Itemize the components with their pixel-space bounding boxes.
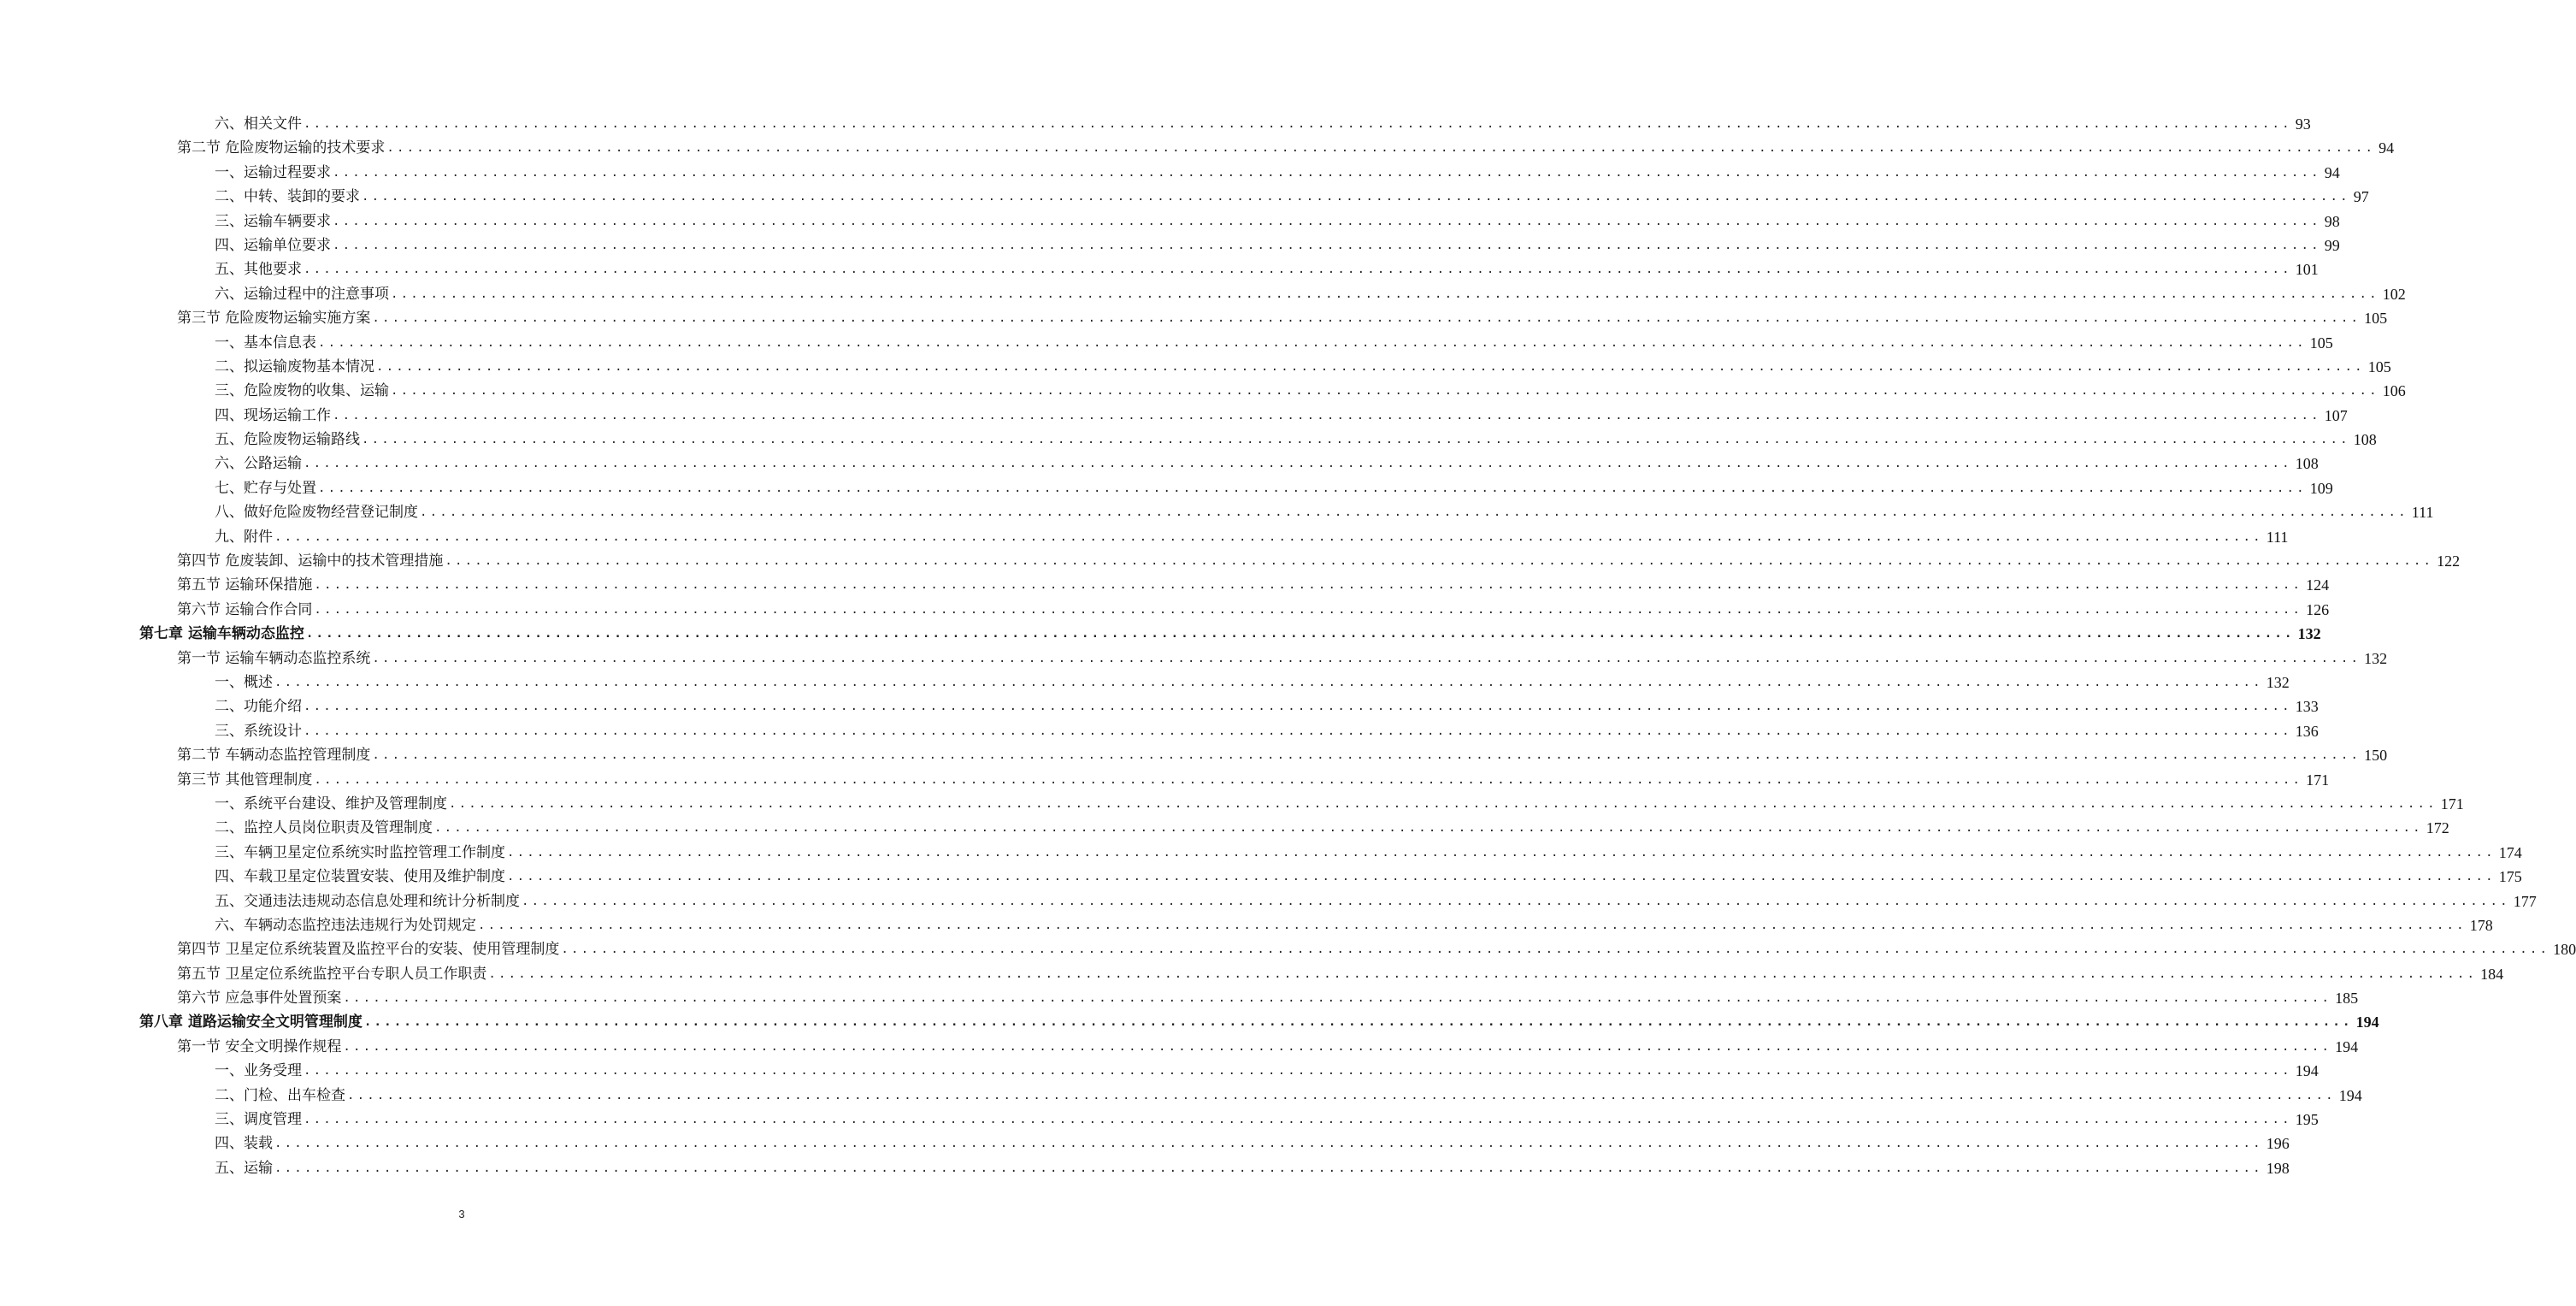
toc-entry-title: 二、功能介绍 xyxy=(215,698,302,716)
toc-subsection-entry[interactable] xyxy=(0,913,2493,937)
toc-entry-title: 七、贮存与处置 xyxy=(215,479,316,497)
toc-subsection-entry[interactable] xyxy=(0,161,2340,185)
toc-entry-title: 五、交通违法违规动态信息处理和统计分析制度 xyxy=(215,892,520,910)
toc-entry-page-number: 133 xyxy=(2295,698,2319,716)
toc-entry-page-number: 171 xyxy=(2306,771,2330,789)
toc-entry-page-number: 94 xyxy=(2379,139,2395,157)
toc-entry-page-number: 177 xyxy=(2513,892,2537,910)
toc-entry-title: 二、监控人员岗位职责及管理制度 xyxy=(215,819,433,837)
toc-entry-page-number: 97 xyxy=(2353,188,2369,206)
toc-entry-page-number: 99 xyxy=(2324,236,2340,254)
toc-subsection-entry[interactable] xyxy=(0,1156,2290,1180)
toc-entry-title: 二、门检、出车检查 xyxy=(215,1086,345,1104)
toc-entry-title: 一、基本信息表 xyxy=(215,334,316,352)
toc-subsection-entry[interactable] xyxy=(0,525,2289,549)
toc-entry-title: 六、运输过程中的注意事项 xyxy=(215,285,389,303)
toc-dot-leader: ........................................................................................................................................................................................................ xyxy=(362,433,2350,447)
toc-section-entry[interactable] xyxy=(0,573,2330,597)
toc-entry-page-number: 184 xyxy=(2480,965,2504,983)
toc-dot-leader: ........................................................................................................................................................................................................ xyxy=(347,1088,2336,1102)
toc-entry-title: 第三节 其他管理制度 xyxy=(177,771,313,789)
toc-entry-title: 第一节 运输车辆动态监控系统 xyxy=(177,649,371,667)
toc-subsection-entry[interactable] xyxy=(0,331,2333,355)
toc-entry-page-number: 107 xyxy=(2324,406,2348,424)
toc-entry-page-number: 132 xyxy=(2266,673,2290,691)
toc-dot-leader: ........................................................................................................................................................................................................ xyxy=(391,287,2379,301)
toc-entry-page-number: 106 xyxy=(2382,382,2406,400)
toc-subsection-entry[interactable] xyxy=(0,1132,2290,1155)
toc-entry-page-number: 122 xyxy=(2437,553,2461,570)
toc-entry-title: 四、运输单位要求 xyxy=(215,236,331,254)
toc-entry-page-number: 194 xyxy=(2295,1062,2319,1080)
toc-dot-leader: ........................................................................................................................................................................................................ xyxy=(304,1113,2292,1127)
toc-dot-leader: ........................................................................................................................................................................................................ xyxy=(362,190,2350,204)
toc-entry-title: 三、系统设计 xyxy=(215,722,302,740)
toc-dot-leader: ........................................................................................................................................................................................................ xyxy=(304,700,2292,714)
toc-dot-leader: ........................................................................................................................................................................................................ xyxy=(522,894,2510,908)
toc-dot-leader: ........................................................................................................................................................................................................ xyxy=(434,821,2423,836)
toc-entry-title: 一、运输过程要求 xyxy=(215,163,331,181)
toc-entry-page-number: 105 xyxy=(2364,310,2388,328)
toc-entry-page-number: 93 xyxy=(2295,115,2311,133)
toc-subsection-entry[interactable] xyxy=(0,112,2311,136)
toc-entry-title: 三、车辆卫星定位系统实时监控管理工作制度 xyxy=(215,843,505,861)
toc-entry-title: 四、装载 xyxy=(215,1135,273,1153)
toc-entry-page-number: 101 xyxy=(2295,261,2319,279)
toc-section-entry[interactable] xyxy=(0,986,2359,1010)
toc-entry-page-number: 185 xyxy=(2335,990,2359,1008)
toc-entry-page-number: 108 xyxy=(2295,455,2319,473)
toc-entry-title: 第五节 运输环保措施 xyxy=(177,576,313,594)
toc-entry-page-number: 102 xyxy=(2382,285,2406,303)
toc-entry-page-number: 194 xyxy=(2355,1013,2379,1031)
toc-entry-title: 九、附件 xyxy=(215,528,273,546)
toc-entry-page-number: 175 xyxy=(2498,868,2522,886)
toc-dot-leader: ........................................................................................................................................................................................................ xyxy=(333,408,2321,423)
toc-dot-leader: ........................................................................................................................................................................................................ xyxy=(333,238,2321,252)
toc-dot-leader: ........................................................................................................................................................................................................ xyxy=(314,578,2303,593)
toc-entry-page-number: 178 xyxy=(2469,916,2493,934)
toc-entry-title: 第五节 卫星定位系统监控平台专职人员工作职责 xyxy=(177,965,487,983)
toc-entry-page-number: 180 xyxy=(2553,941,2576,959)
toc-subsection-entry[interactable] xyxy=(0,282,2406,306)
toc-section-entry[interactable] xyxy=(0,937,2576,961)
toc-subsection-entry[interactable] xyxy=(0,185,2369,209)
toc-entry-page-number: 105 xyxy=(2367,358,2391,375)
toc-dot-leader: ........................................................................................................................................................................................................ xyxy=(376,359,2365,374)
toc-subsection-entry[interactable] xyxy=(0,452,2319,476)
toc-dot-leader: ........................................................................................................................................................................................................ xyxy=(304,1064,2292,1078)
toc-entry-title: 第二节 车辆动态监控管理制度 xyxy=(177,747,371,765)
toc-chapter-entry[interactable] xyxy=(0,622,2321,646)
toc-section-entry[interactable] xyxy=(0,743,2388,767)
toc-dot-leader: ........................................................................................................................................................................................................ xyxy=(304,263,2292,277)
toc-entry-title: 第六节 运输合作合同 xyxy=(177,600,313,618)
toc-entry-title: 第四节 危废装卸、运输中的技术管理措施 xyxy=(177,553,444,570)
toc-subsection-entry[interactable] xyxy=(0,865,2522,889)
toc-subsection-entry[interactable] xyxy=(0,257,2319,281)
toc-dot-leader: ........................................................................................................................................................................................................ xyxy=(318,335,2307,350)
toc-entry-title: 第八章 道路运输安全文明管理制度 xyxy=(139,1013,363,1031)
toc-subsection-entry[interactable] xyxy=(0,233,2340,257)
toc-entry-title: 三、调度管理 xyxy=(215,1111,302,1129)
toc-dot-leader: ........................................................................................................................................................................................................ xyxy=(274,529,2263,544)
toc-section-entry[interactable] xyxy=(0,306,2388,330)
toc-section-entry[interactable] xyxy=(0,768,2330,792)
toc-section-entry[interactable] xyxy=(0,962,2504,986)
toc-subsection-entry[interactable] xyxy=(0,694,2319,718)
toc-entry-page-number: 196 xyxy=(2266,1135,2290,1153)
toc-entry-title: 六、相关文件 xyxy=(215,115,302,133)
toc-dot-leader: ........................................................................................................................................................................................................ xyxy=(372,311,2361,326)
toc-entry-page-number: 124 xyxy=(2306,576,2330,594)
toc-entry-page-number: 198 xyxy=(2266,1159,2290,1177)
toc-entry-title: 三、运输车辆要求 xyxy=(215,212,331,230)
toc-subsection-entry[interactable] xyxy=(0,841,2522,865)
toc-dot-leader: ........................................................................................................................................................................................................ xyxy=(391,384,2379,399)
toc-dot-leader: ........................................................................................................................................................................................................ xyxy=(333,165,2321,180)
toc-dot-leader: ........................................................................................................................................................................................................ xyxy=(343,991,2332,1006)
toc-entry-page-number: 136 xyxy=(2295,722,2319,740)
toc-entry-page-number: 171 xyxy=(2440,795,2464,813)
toc-subsection-entry[interactable] xyxy=(0,476,2333,500)
toc-entry-title: 三、危险废物的收集、运输 xyxy=(215,382,389,400)
toc-entry-page-number: 174 xyxy=(2498,843,2522,861)
toc-entry-title: 一、业务受理 xyxy=(215,1062,302,1080)
toc-entry-page-number: 126 xyxy=(2306,600,2330,618)
toc-section-entry[interactable] xyxy=(0,136,2395,160)
toc-subsection-entry[interactable] xyxy=(0,379,2406,403)
toc-entry-title: 一、概述 xyxy=(215,673,273,691)
toc-subsection-entry[interactable] xyxy=(0,792,2464,816)
toc-dot-leader: ........................................................................................................................................................................................................ xyxy=(314,772,2303,787)
toc-dot-leader: ........................................................................................................................................................................................................ xyxy=(445,554,2434,569)
toc-dot-leader: ........................................................................................................................................................................................................ xyxy=(507,845,2496,860)
toc-dot-leader: ........................................................................................................................................................................................................ xyxy=(507,870,2496,884)
toc-dot-leader: ........................................................................................................................................................................................................ xyxy=(363,1015,2353,1030)
toc-dot-leader: ........................................................................................................................................................................................................ xyxy=(304,457,2292,471)
toc-entry-page-number: 195 xyxy=(2295,1111,2319,1129)
toc-subsection-entry[interactable] xyxy=(0,404,2348,428)
toc-dot-leader: ........................................................................................................................................................................................................ xyxy=(274,1161,2263,1175)
toc-entry-title: 第一节 安全文明操作规程 xyxy=(177,1037,342,1055)
toc-subsection-entry[interactable] xyxy=(0,355,2391,379)
toc-entry-title: 第四节 卫星定位系统装置及监控平台的安装、使用管理制度 xyxy=(177,941,560,959)
toc-dot-leader: ........................................................................................................................................................................................................ xyxy=(274,1137,2263,1151)
toc-dot-leader: ........................................................................................................................................................................................................ xyxy=(274,675,2263,689)
toc-entry-page-number: 109 xyxy=(2309,479,2333,497)
toc-dot-leader: ........................................................................................................................................................................................................ xyxy=(305,627,2295,641)
toc-dot-leader: ........................................................................................................................................................................................................ xyxy=(333,214,2321,228)
toc-dot-leader: ........................................................................................................................................................................................................ xyxy=(372,651,2361,665)
toc-subsection-entry[interactable] xyxy=(0,428,2377,452)
toc-entry-page-number: 132 xyxy=(2364,649,2388,667)
toc-entry-title: 八、做好危险废物经营登记制度 xyxy=(215,504,418,522)
toc-entry-title: 六、车辆动态监控违法违规行为处罚规定 xyxy=(215,916,476,934)
toc-subsection-entry[interactable] xyxy=(0,816,2449,840)
toc-dot-leader: ........................................................................................................................................................................................................ xyxy=(304,724,2292,738)
toc-section-entry[interactable] xyxy=(0,549,2461,573)
toc-dot-leader: ........................................................................................................................................................................................................ xyxy=(488,966,2478,981)
toc-dot-leader: ........................................................................................................................................................................................................ xyxy=(304,117,2292,131)
toc-entry-title: 第二节 危险废物运输的技术要求 xyxy=(177,139,386,157)
toc-entry-title: 第六节 应急事件处置预案 xyxy=(177,990,342,1008)
toc-section-entry[interactable] xyxy=(0,1035,2359,1059)
toc-entry-page-number: 98 xyxy=(2324,212,2340,230)
toc-subsection-entry[interactable] xyxy=(0,1084,2362,1108)
toc-entry-page-number: 108 xyxy=(2353,431,2377,449)
toc-entry-title: 五、运输 xyxy=(215,1159,273,1177)
toc-dot-leader: ........................................................................................................................................................................................................ xyxy=(318,481,2307,495)
toc-entry-page-number: 194 xyxy=(2338,1086,2362,1104)
toc-entry-title: 第七章 运输车辆动态监控 xyxy=(139,625,304,643)
toc-entry-page-number: 194 xyxy=(2335,1037,2359,1055)
toc-dot-leader: ........................................................................................................................................................................................................ xyxy=(478,918,2467,932)
toc-entry-title: 第三节 危险废物运输实施方案 xyxy=(177,310,371,328)
toc-dot-leader: ........................................................................................................................................................................................................ xyxy=(561,943,2550,957)
toc-entry-page-number: 132 xyxy=(2297,625,2321,643)
toc-dot-leader: ........................................................................................................................................................................................................ xyxy=(372,748,2361,763)
toc-subsection-entry[interactable] xyxy=(0,1059,2319,1083)
toc-entry-page-number: 111 xyxy=(2266,528,2289,546)
toc-section-entry[interactable] xyxy=(0,647,2388,671)
toc-entry-title: 四、车载卫星定位装置安装、使用及维护制度 xyxy=(215,868,505,886)
toc-dot-leader: ........................................................................................................................................................................................................ xyxy=(343,1039,2332,1054)
toc-dot-leader: ........................................................................................................................................................................................................ xyxy=(386,141,2376,156)
toc-subsection-entry[interactable] xyxy=(0,671,2290,694)
toc-section-entry[interactable] xyxy=(0,598,2330,622)
toc-subsection-entry[interactable] xyxy=(0,889,2537,913)
toc-entry-title: 二、拟运输废物基本情况 xyxy=(215,358,374,375)
toc-entry-page-number: 105 xyxy=(2309,334,2333,352)
toc-dot-leader: ........................................................................................................................................................................................................ xyxy=(420,505,2408,520)
toc-entry-page-number: 150 xyxy=(2364,747,2388,765)
toc-entry-title: 六、公路运输 xyxy=(215,455,302,473)
page-number: 3 xyxy=(458,1208,465,1220)
toc-subsection-entry[interactable] xyxy=(0,500,2434,524)
toc-entry-page-number: 94 xyxy=(2324,163,2340,181)
toc-subsection-entry[interactable] xyxy=(0,1108,2319,1132)
toc-dot-leader: ........................................................................................................................................................................................................ xyxy=(449,796,2437,811)
toc-entry-title: 四、现场运输工作 xyxy=(215,406,331,424)
toc-entry-title: 二、中转、装卸的要求 xyxy=(215,188,360,206)
table-of-contents xyxy=(0,112,2576,1180)
toc-subsection-entry[interactable] xyxy=(0,210,2340,233)
toc-entry-title: 五、危险废物运输路线 xyxy=(215,431,360,449)
toc-dot-leader: ........................................................................................................................................................................................................ xyxy=(314,602,2303,617)
toc-entry-title: 一、系统平台建设、维护及管理制度 xyxy=(215,795,447,813)
toc-subsection-entry[interactable] xyxy=(0,719,2319,743)
toc-entry-page-number: 111 xyxy=(2411,504,2434,522)
toc-chapter-entry[interactable] xyxy=(0,1010,2379,1034)
toc-entry-page-number: 172 xyxy=(2426,819,2449,837)
toc-entry-title: 五、其他要求 xyxy=(215,261,302,279)
